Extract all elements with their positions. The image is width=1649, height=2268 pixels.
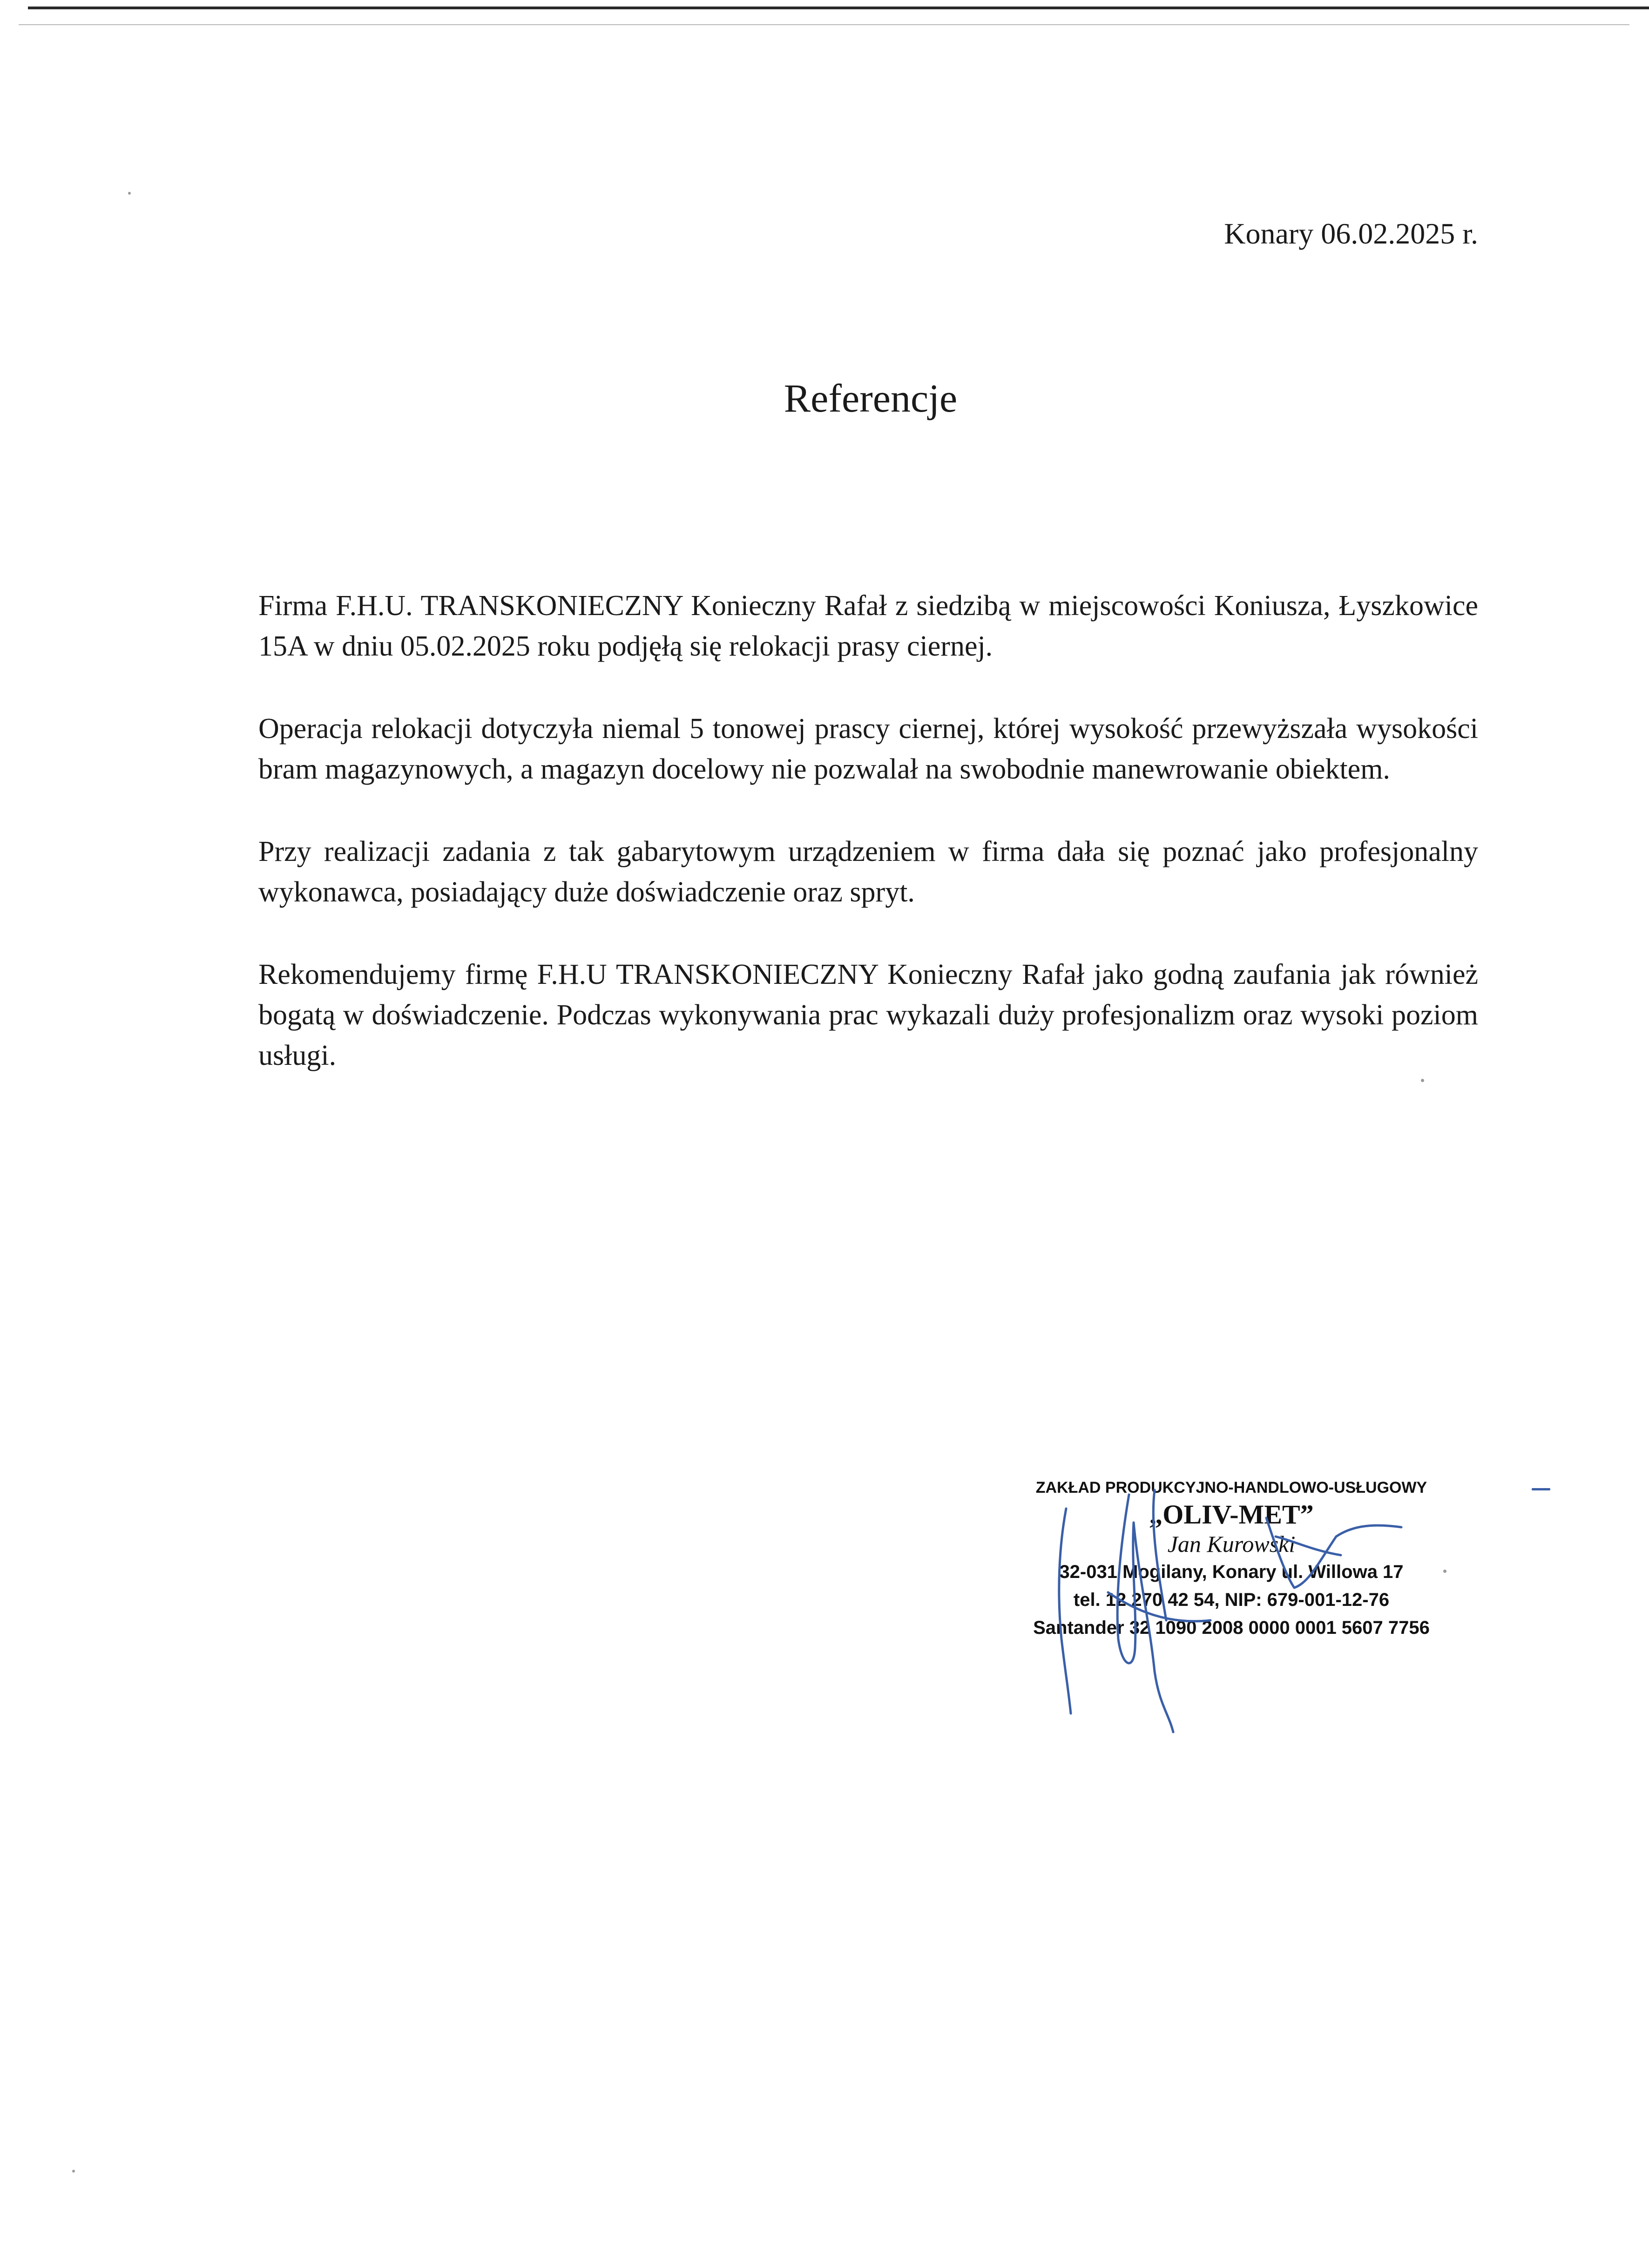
scan-speck [1443, 1570, 1446, 1573]
paragraph: Przy realizacji zadania z tak gabarytowym urządzeniem w firma dała się poznać jako profesjonalny wykonawca, posiadający duże doświadczenie oraz spryt. [258, 836, 1478, 908]
scan-edge-line-thin [19, 24, 1629, 25]
scan-edge-line [28, 7, 1649, 9]
stamp-address: 32-031 Mogilany, Konary ul. Willowa 17 [1059, 1562, 1404, 1582]
scan-speck [128, 192, 131, 195]
stamp-company-name: „OLIV-MET” [1149, 1499, 1314, 1530]
place-date: Konary 06.02.2025 r. [1224, 217, 1478, 250]
ink-mark [1532, 1488, 1550, 1490]
document-title: Referencje [784, 376, 958, 420]
scan-speck [1421, 1079, 1424, 1082]
stamp-bank: Santander 32 1090 2008 0000 0001 5607 7756 [1033, 1618, 1430, 1638]
company-stamp [987, 1476, 1476, 1642]
paragraph: Operacja relokacji dotyczyła niemal 5 tonowej prascy ciernej, której wysokość przewyższała wysokości bram magazynowych, a magazyn docelowy nie pozwalał na swobodnie manewrowanie obiektem. [258, 713, 1478, 785]
stamp-contact: tel. 12 270 42 54, NIP: 679-001-12-76 [1073, 1590, 1390, 1610]
paragraph: Firma F.H.U. TRANSKONIECZNY Konieczny Rafał z siedzibą w miejscowości Koniusza, Łyszkowice 15A w dniu 05.02.2025 roku podjęłą się relokacji prasy ciernej. [258, 590, 1478, 662]
letter-body [258, 586, 1478, 1118]
paragraph: Rekomendujemy firmę F.H.U TRANSKONIECZNY Konieczny Rafał jako godną zaufania jak również bogatą w doświadczenie. Podczas wykonywania prac wykazali duży profesjonalizm oraz wysoki poziom usługi. [258, 959, 1478, 1071]
stamp-owner: Jan Kurowski [1167, 1531, 1296, 1557]
scan-speck [72, 2170, 75, 2173]
stamp-header: ZAKŁAD PRODUKCYJNO-HANDLOWO-USŁUGOWY [1035, 1479, 1427, 1496]
